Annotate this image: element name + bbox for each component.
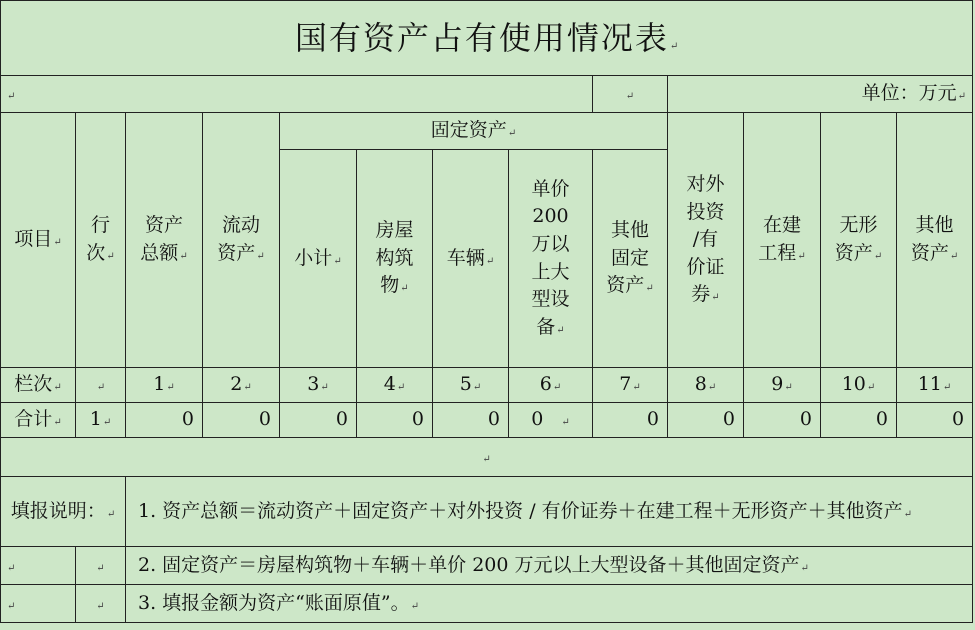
total-row-number: 1↵ — [76, 403, 126, 438]
column-cell: 8↵ — [668, 368, 744, 403]
blank-row: ↵ — [1, 438, 973, 477]
header-large-equipment: 单价 200 万以 上大 型设 备↵ — [509, 150, 593, 368]
header-investments: 对外 投资 /有 价证 券↵ — [668, 113, 744, 368]
total-row-label: 合计↵ — [1, 403, 76, 438]
header-current-assets: 流动 资产↵ — [203, 113, 280, 368]
header-intangible: 无形 资产↵ — [821, 113, 897, 368]
header-total-assets: 资产 总额↵ — [126, 113, 203, 368]
header-item: 项目↵ — [1, 113, 76, 368]
title-cell — [1, 1, 973, 76]
unit-label: 单位：万元 — [861, 82, 957, 105]
notes-label: 填报说明：↵ — [1, 477, 126, 547]
column-cell: 4↵ — [357, 368, 433, 403]
blank-cell: ↵ — [1, 76, 593, 113]
column-cell: 9↵ — [744, 368, 821, 403]
blank-cell: ↵ — [1, 585, 76, 623]
blank-cell: ↵ — [76, 585, 126, 623]
note-1: 1. 资产总额＝流动资产＋固定资产＋对外投资 / 有价证券＋在建工程＋无形资产＋其他资产↵ — [126, 477, 973, 547]
column-cell: 5↵ — [433, 368, 509, 403]
header-fixed-assets-group: 固定资产↵ — [280, 113, 668, 150]
blank-cell: ↵ — [76, 547, 126, 585]
header-subtotal: 小计↵ — [280, 150, 357, 368]
total-cell[interactable]: 0 — [668, 403, 744, 438]
note-2: 2. 固定资产＝房屋构筑物＋车辆＋单价 200 万元以上大型设备＋其他固定资产↵ — [126, 547, 973, 585]
column-cell: 6↵ — [509, 368, 593, 403]
header-row-no: 行 次↵ — [76, 113, 126, 368]
total-cell[interactable]: 0 — [593, 403, 668, 438]
header-vehicles: 车辆↵ — [433, 150, 509, 368]
column-cell: 10↵ — [821, 368, 897, 403]
column-cell: 2↵ — [203, 368, 280, 403]
header-buildings: 房屋 构筑 物↵ — [357, 150, 433, 368]
total-cell[interactable]: 0 — [897, 403, 973, 438]
header-other-fixed: 其他 固定 资产↵ — [593, 150, 668, 368]
blank-cell: ↵ — [1, 547, 76, 585]
header-other-assets: 其他 资产↵ — [897, 113, 973, 368]
unit-cell: 单位：万元↵ — [668, 76, 973, 113]
column-cell: 7↵ — [593, 368, 668, 403]
column-cell: 3↵ — [280, 368, 357, 403]
total-cell[interactable]: 0 — [280, 403, 357, 438]
total-row — [1, 403, 973, 438]
column-cell: ↵ — [76, 368, 126, 403]
total-cell[interactable]: 0 — [357, 403, 433, 438]
total-cell[interactable]: 0 — [203, 403, 280, 438]
paragraph-mark-icon: ↵ — [669, 40, 679, 52]
blank-cell: ↵ — [593, 76, 668, 113]
page-title: 国有资产占有使用情况表 — [294, 18, 669, 57]
total-cell[interactable]: 0 ↵ — [509, 403, 593, 438]
column-cell: 11↵ — [897, 368, 973, 403]
column-number-row — [1, 368, 973, 403]
header-construction: 在建 工程↵ — [744, 113, 821, 368]
total-cell[interactable]: 0 — [821, 403, 897, 438]
note-3: 3. 填报金额为资产“账面原值”。↵ — [126, 585, 973, 623]
total-cell[interactable]: 0 — [126, 403, 203, 438]
total-cell[interactable]: 0 — [433, 403, 509, 438]
total-cell[interactable]: 0 — [744, 403, 821, 438]
column-row-label: 栏次↵ — [1, 368, 76, 403]
column-cell: 1↵ — [126, 368, 203, 403]
